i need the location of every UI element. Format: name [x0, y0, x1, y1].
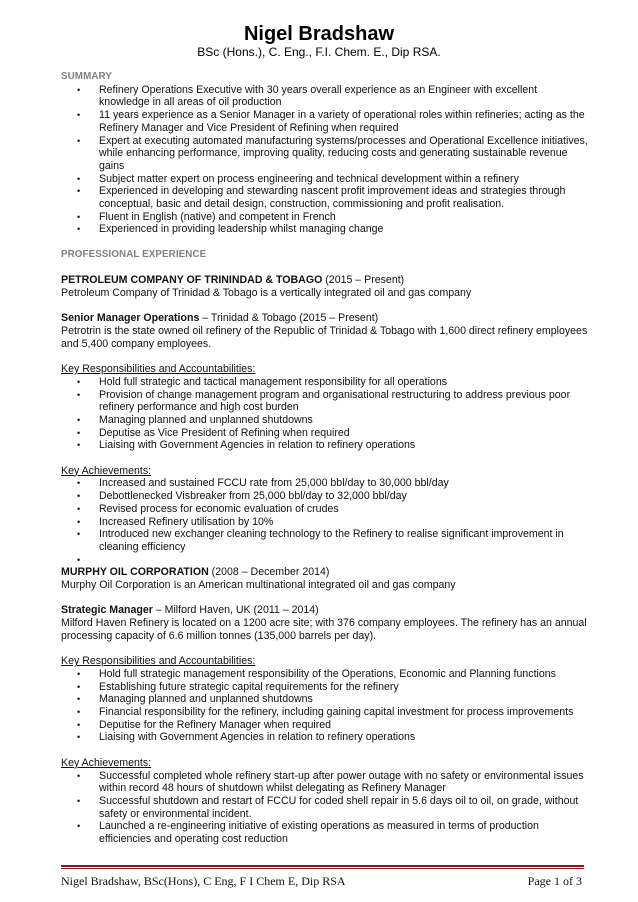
list-item: • Establishing future strategic capital requirements for the refinery	[61, 681, 589, 694]
responsibilities-heading: Key Responsibilities and Accountabilities:	[61, 363, 256, 376]
list-item: • Financial responsibility for the refinery, including gaining capital investment for process improvements	[61, 706, 589, 719]
list-item: • Managing planned and unplanned shutdowns	[61, 414, 589, 427]
list-item: • Launched a re-engineering initiative of existing operations as measured in terms of production efficiencies and operating cost reduction	[61, 820, 589, 845]
list-item: • Successful completed whole refinery start-up after power outage with no safety or environmental issues within record 48 hours of shutdown whilst delegating as Refinery Manager	[61, 770, 589, 795]
role-heading	[61, 312, 589, 325]
list-item: • Increased and sustained FCCU rate from 25,000 bbl/day to 30,000 bbl/day	[61, 477, 589, 490]
list-item: • Liaising with Government Agencies in relation to refinery operations	[61, 439, 589, 452]
footer-rule	[61, 868, 584, 869]
company-name: PETROLEUM COMPANY OF TRININDAD & TOBAGO	[61, 274, 323, 287]
list-item: • Refinery Operations Executive with 30 years overall experience as an Engineer with excellent knowledge in all areas of oil production	[61, 84, 589, 109]
achievements-list	[61, 770, 589, 846]
list-item: • Increased Refinery utilisation by 10%	[61, 516, 589, 529]
company-name: MURPHY OIL CORPORATION	[61, 566, 209, 579]
list-item: • Managing planned and unplanned shutdowns	[61, 693, 589, 706]
responsibilities-list	[61, 376, 589, 452]
achievements-heading: Key Achievements:	[61, 464, 152, 477]
candidate-name: Nigel Bradshaw	[243, 23, 395, 45]
list-item: • Hold full strategic and tactical management responsibility for all operations	[61, 376, 589, 389]
list-item: • Deputise as Vice President of Refining when required	[61, 427, 589, 440]
list-item: • Successful shutdown and restart of FCCU for coded shell repair in 5.6 days oil to oil, on grade, without safety or environmental incident.	[61, 795, 589, 820]
achievements-list	[61, 477, 589, 566]
list-item: • Deputise for the Refinery Manager when required	[61, 719, 589, 732]
empty-list-item	[61, 554, 589, 567]
role-details: – Trinidad & Tobago (2015 – Present)	[199, 312, 379, 325]
summary-list	[61, 84, 589, 236]
company-description-part: is	[173, 579, 182, 592]
qualifications: BSc (Hons.), C. Eng., F.I. Chem. E., Dip RSA.	[197, 45, 441, 59]
list-item: • Revised process for economic evaluation of crudes	[61, 503, 589, 516]
experience-heading: PROFESSIONAL EXPERIENCE	[61, 248, 207, 260]
footer-rule	[61, 865, 584, 867]
achievements-heading: Key Achievements:	[61, 756, 152, 769]
role-details: – Milford Haven, UK (2011 – 2014)	[152, 604, 319, 617]
company-description-part: an American multinational integrated oil and gas company	[181, 579, 456, 592]
company-dates: (2015 – Present)	[322, 274, 405, 287]
list-item: • Experienced in providing leadership whilst managing change	[61, 223, 589, 236]
company-heading	[61, 274, 589, 287]
list-item: • Fluent in English (native) and competent in French	[61, 211, 589, 224]
list-item: • Expert at executing automated manufacturing systems/processes and Operational Excellence initiatives, while enhancing performance, improving quality, reducing costs and generating sustainable revenue gains	[61, 135, 589, 173]
company-description-part: Murphy Oil Corporation	[61, 579, 174, 592]
company-dates: (2008 – December 2014)	[208, 566, 330, 579]
page-number: Page 1 of 3	[527, 874, 582, 888]
role-description: Petrotrin is the state owned oil refinery of the Republic of Trinidad & Tobago with 1,600 direct refinery employees and 5,400 company employees.	[61, 325, 588, 350]
list-item: • Introduced new exchanger cleaning technology to the Refinery to realise significant improvement in cleaning efficiency	[61, 528, 589, 553]
role-heading	[61, 604, 589, 617]
summary-heading: SUMMARY	[61, 71, 112, 82]
list-item: • Experienced in developing and stewarding nascent profit improvement ideas and strategies through conceptual, basic and detail design, construction, commissioning and profit realisation.	[61, 185, 589, 210]
list-item: • Hold full strategic management responsibility of the Operations, Economic and Planning functions	[61, 668, 589, 681]
resume-body	[61, 71, 589, 846]
company-heading	[61, 566, 589, 579]
list-item: • 11 years experience as a Senior Manager in a variety of operational roles within refineries; acting as the Refinery Manager and Vice President of Refining when required	[61, 109, 589, 134]
company-description: Petroleum Company of Trinidad & Tobago is a vertically integrated oil and gas company	[61, 286, 472, 299]
list-item: • Subject matter expert on process engineering and technical development within a refinery	[61, 173, 589, 186]
responsibilities-heading: Key Responsibilities and Accountabilities:	[61, 655, 256, 668]
role-title: Senior Manager Operations	[61, 312, 200, 325]
list-item: • Liaising with Government Agencies in relation to refinery operations	[61, 731, 589, 744]
role-title: Strategic Manager	[61, 604, 153, 617]
footer-author: Nigel Bradshaw, BSc(Hons), C Eng, F I Chem E, Dip RSA	[61, 874, 346, 888]
company-description	[61, 579, 589, 592]
list-item: • Debottlenecked Visbreaker from 25,000 bbl/day to 32,000 bbl/day	[61, 490, 589, 503]
role-description: Milford Haven Refinery is located on a 1200 acre site; with 376 company employees. The refinery has an annual processing capacity of 6.6 million tonnes (135,000 barrels per day).	[61, 617, 587, 642]
responsibilities-list	[61, 668, 589, 744]
list-item: • Provision of change management program and organisational restructuring to address previous poor refinery performance and high cost burden	[61, 389, 589, 414]
